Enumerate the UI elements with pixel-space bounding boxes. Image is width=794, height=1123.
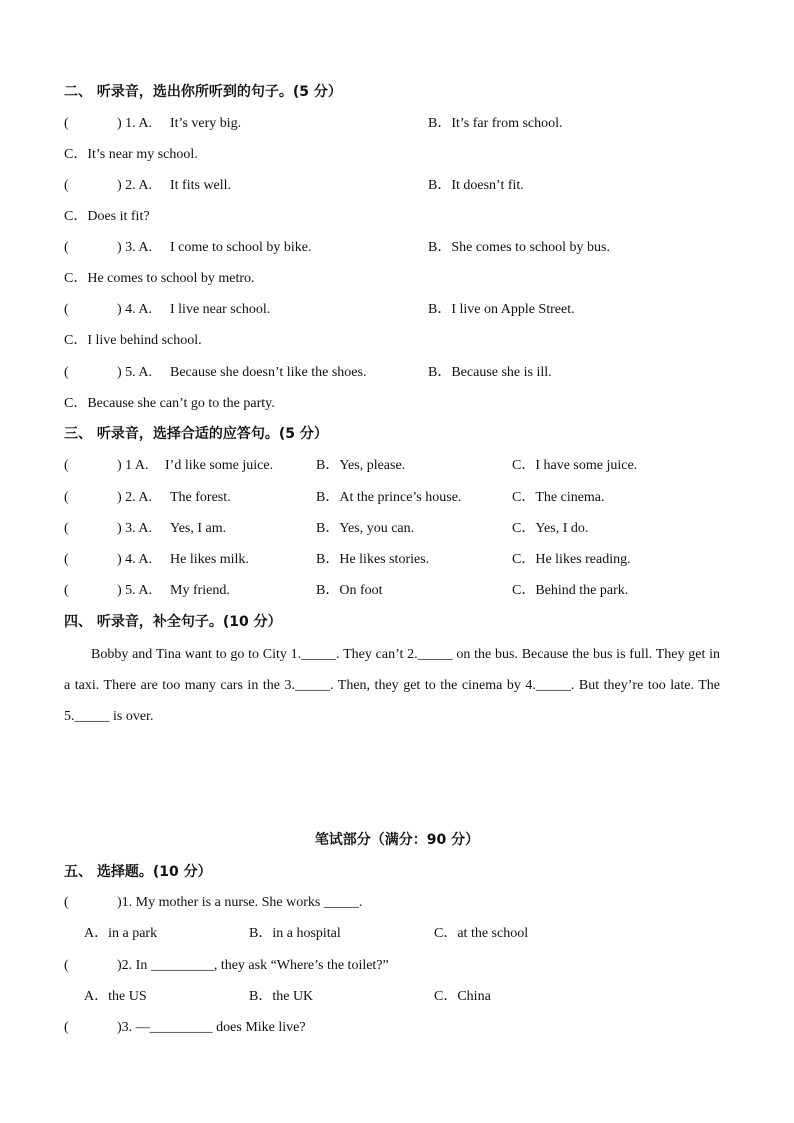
question-number: ) 2. A. [117, 490, 152, 505]
option-b: B．the UK [249, 989, 314, 1004]
option-c: C．I have some juice. [512, 458, 638, 473]
option-a: The forest. [170, 490, 231, 505]
option-c: C．He likes reading. [512, 552, 631, 567]
question-row-c [0, 392, 794, 416]
question-row [0, 361, 794, 385]
option-a: Because she doesn’t like the shoes. [170, 365, 367, 380]
question-number: ) 2. A. [117, 178, 152, 193]
option-c: C．The cinema. [512, 490, 605, 505]
question-row-c [0, 267, 794, 291]
question-number: ) 1 A. [117, 458, 149, 473]
question-number: ) 3. A. [117, 521, 152, 536]
answer-paren[interactable]: ( [64, 365, 69, 380]
option-b: B．At the prince’s house. [316, 490, 462, 505]
option-c: C．It’s near my school. [64, 147, 198, 162]
question-stem: )3. —_________ does Mike live? [117, 1020, 306, 1035]
option-b: B．Because she is ill. [428, 365, 552, 380]
mc-question-1 [0, 891, 794, 915]
mc-question-2 [0, 954, 794, 978]
option-a: Yes, I am. [170, 521, 227, 536]
option-c: C．He comes to school by metro. [64, 271, 255, 286]
question-stem: )1. My mother is a nurse. She works _____. [117, 895, 363, 910]
option-a: A．the US [84, 989, 147, 1004]
question-row [0, 517, 794, 541]
option-c: C．at the school [434, 926, 529, 941]
answer-paren[interactable]: ( [64, 302, 69, 317]
written-part-title [0, 828, 794, 852]
question-stem: )2. In _________, they ask “Where’s the toilet?” [117, 958, 389, 973]
question-row-c [0, 329, 794, 353]
option-a: I live near school. [170, 302, 271, 317]
mc-options-2 [0, 985, 794, 1009]
section-2-heading-text: 二、 听录音，选出你所听到的句子。(5 分） [64, 84, 342, 100]
answer-paren[interactable]: ( [64, 521, 69, 536]
section-2-heading [0, 80, 794, 104]
option-b: B．She comes to school by bus. [428, 240, 610, 255]
section-4-heading [0, 610, 794, 634]
question-row [0, 548, 794, 572]
question-row [0, 112, 794, 136]
option-c: C．Because she can’t go to the party. [64, 396, 275, 411]
answer-paren[interactable]: ( [64, 178, 69, 193]
written-part-title-text: 笔试部分（满分：90 分） [314, 832, 480, 848]
option-b: B．in a hospital [249, 926, 341, 941]
option-b: B．On foot [316, 583, 383, 598]
answer-paren[interactable]: ( [64, 116, 69, 131]
answer-paren[interactable]: ( [64, 240, 69, 255]
option-b: B．Yes, please. [316, 458, 406, 473]
section-3-heading [0, 422, 794, 446]
question-row-c [0, 143, 794, 167]
option-a: It’s very big. [170, 116, 242, 131]
answer-paren[interactable]: ( [64, 458, 69, 473]
question-row [0, 236, 794, 260]
answer-paren[interactable]: ( [64, 490, 69, 505]
answer-paren[interactable]: ( [64, 958, 69, 973]
question-row-c [0, 205, 794, 229]
option-b: B．I live on Apple Street. [428, 302, 575, 317]
option-c: C．Behind the park. [512, 583, 629, 598]
answer-paren[interactable]: ( [64, 583, 69, 598]
cloze-paragraph-text: Bobby and Tina want to go to City 1._____. They can’t 2._____ on the bus. Because the bus is full. They get in a taxi. There are too many cars in the 3._____. Then, they get to the cinema by 4._____. But they’re too late. The 5._____ is over. [64, 647, 720, 724]
option-c: C．Yes, I do. [512, 521, 589, 536]
cloze-paragraph [64, 639, 720, 732]
mc-options-1 [0, 922, 794, 946]
section-3-heading-text: 三、 听录音，选择合适的应答句。(5 分） [64, 426, 328, 442]
question-number: ) 4. A. [117, 552, 152, 567]
section-5-heading [0, 860, 794, 884]
question-number: ) 3. A. [117, 240, 152, 255]
option-c: C．Does it fit? [64, 209, 150, 224]
question-number: ) 4. A. [117, 302, 152, 317]
answer-paren[interactable]: ( [64, 552, 69, 567]
option-b: B．Yes, you can. [316, 521, 415, 536]
option-c: C．China [434, 989, 491, 1004]
answer-paren[interactable]: ( [64, 1020, 69, 1035]
question-row [0, 579, 794, 603]
question-row [0, 298, 794, 322]
option-a: My friend. [170, 583, 230, 598]
option-a: It fits well. [170, 178, 232, 193]
option-b: B．It doesn’t fit. [428, 178, 524, 193]
question-number: ) 5. A. [117, 365, 152, 380]
section-4-heading-text: 四、 听录音，补全句子。(10 分） [64, 614, 282, 630]
question-row [0, 486, 794, 510]
question-number: ) 1. A. [117, 116, 152, 131]
question-number: ) 5. A. [117, 583, 152, 598]
option-b: B．It’s far from school. [428, 116, 563, 131]
option-a: A．in a park [84, 926, 158, 941]
option-a: I come to school by bike. [170, 240, 312, 255]
option-b: B．He likes stories. [316, 552, 430, 567]
question-row [0, 454, 794, 478]
answer-paren[interactable]: ( [64, 895, 69, 910]
mc-question-3 [0, 1016, 794, 1040]
section-5-heading-text: 五、 选择题。(10 分） [64, 864, 212, 880]
question-row [0, 174, 794, 198]
option-a: He likes milk. [170, 552, 249, 567]
option-c: C．I live behind school. [64, 333, 202, 348]
option-a: I’d like some juice. [165, 458, 274, 473]
